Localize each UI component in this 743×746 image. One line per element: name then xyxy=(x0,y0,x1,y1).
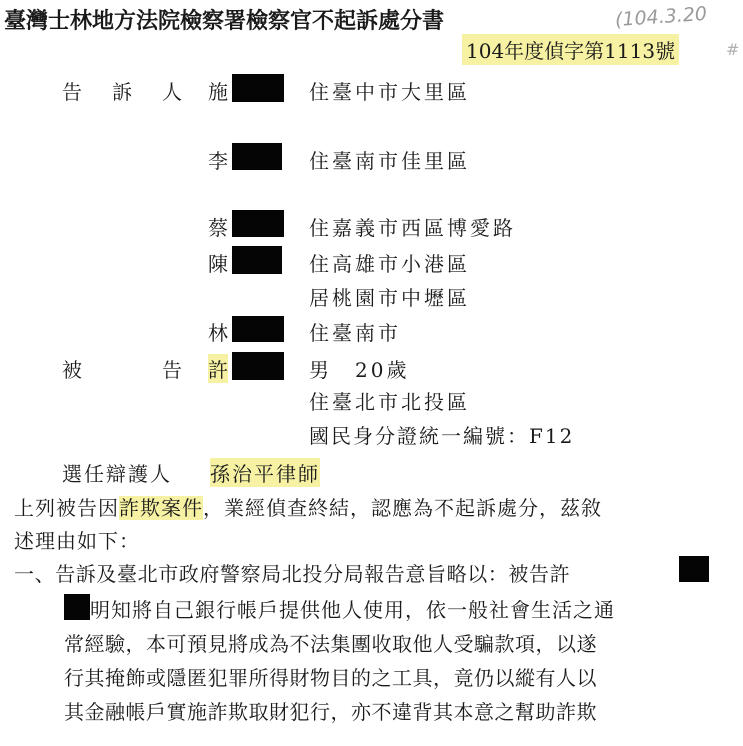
item1-line-3: 常經驗，本可預見將成為不法集團收取他人受騙款項，以遂 xyxy=(64,632,597,656)
complainant-address: 住嘉義市西區博愛路 xyxy=(309,216,516,240)
redaction-block xyxy=(232,143,282,170)
redaction-block xyxy=(679,556,709,582)
document-title: 臺灣士林地方法院檢察署檢察官不起訴處分書 xyxy=(4,8,445,34)
item1-line-5: 其金融帳戶實施詐欺取財犯行，亦不違背其本意之幫助詐欺 xyxy=(64,700,597,724)
item1-line-4: 行其掩飾或隱匿犯罪所得財物目的之工具，竟仍以縱有人以 xyxy=(64,666,597,690)
complainant-surname: 施 xyxy=(208,80,228,104)
intro-text-a: 上列被告因 xyxy=(14,496,119,520)
complainant-address: 住臺南市佳里區 xyxy=(309,149,470,173)
complainant-alt-address: 居桃園市中壢區 xyxy=(309,286,470,310)
complainant-label-char-3: 人 xyxy=(162,80,182,104)
complainant-address: 住臺南市 xyxy=(309,321,401,345)
complainant-label-char-1: 告 xyxy=(62,80,82,104)
intro-text-b: ，業經偵查終結，認應為不起訴處分，茲敘 xyxy=(203,496,602,520)
defendant-surname: 許 xyxy=(208,354,228,383)
redaction-block xyxy=(232,316,284,342)
intro-line-1 xyxy=(14,492,602,521)
defendant-label-char-2: 告 xyxy=(162,358,182,382)
item1-line-1: 一、告訴及臺北市政府警察局北投分局報告意旨略以：被告許 xyxy=(14,562,571,586)
intro-line-2: 述理由如下： xyxy=(14,529,140,553)
redaction-block xyxy=(64,594,90,620)
defendant-address: 住臺北市北投區 xyxy=(309,390,470,414)
redaction-block xyxy=(232,74,284,102)
complainant-surname: 李 xyxy=(208,149,228,173)
redaction-block xyxy=(232,246,282,274)
counsel-name: 孫治平律師 xyxy=(210,458,320,487)
item1-line-2: 明知將自己銀行帳戶提供他人使用，依一般社會生活之通 xyxy=(90,598,615,622)
complainant-surname: 林 xyxy=(208,321,228,345)
defendant-id-number: 國民身分證統一編號：F12 xyxy=(309,424,575,448)
complainant-label-char-2: 訴 xyxy=(112,80,132,104)
defendant-gender-age: 男 20歲 xyxy=(309,358,410,382)
handwritten-date-note: (104.3.20 xyxy=(614,2,708,32)
case-type-highlight: 詐欺案件 xyxy=(119,496,203,520)
redaction-block xyxy=(232,210,284,237)
redaction-block xyxy=(232,352,284,380)
complainant-address: 住臺中市大里區 xyxy=(309,80,470,104)
margin-mark: # xyxy=(726,40,740,59)
complainant-surname: 蔡 xyxy=(208,216,228,240)
complainant-surname: 陳 xyxy=(208,252,228,276)
defendant-label-char-1: 被 xyxy=(62,358,82,382)
case-number: 104年度偵字第1113號 xyxy=(462,34,679,65)
complainant-address: 住高雄市小港區 xyxy=(309,252,470,276)
counsel-label: 選任辯護人 xyxy=(62,462,172,486)
